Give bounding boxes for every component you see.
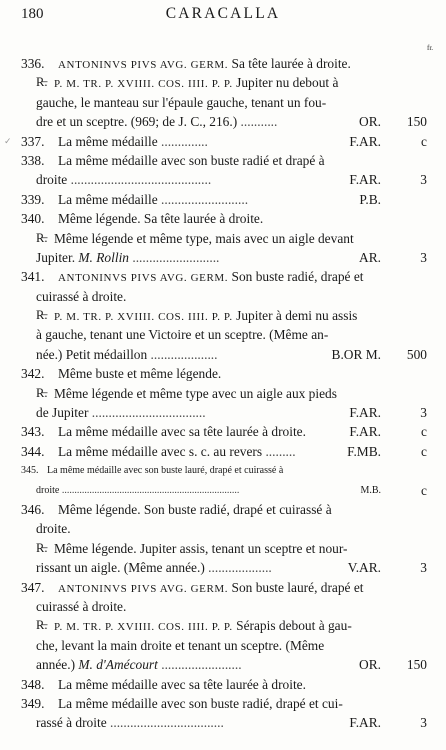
entry-text: dre et un sceptre. (969; de J. C., 216.) ........... [36,114,278,130]
catalogue-line [0,54,446,73]
entry-text: cuirassé à droite. [36,598,127,614]
price-value: 3 [420,715,427,731]
leader-dots: ........................ [161,657,242,673]
leader-dots: .................................. [110,715,224,731]
catalogue-line [0,209,446,228]
price-value: 3 [420,172,427,188]
entry-text: droite ....................................................................... [36,484,240,496]
price-value: c [421,424,427,440]
metal-rarity: F.AR. [349,715,381,731]
entry-number: 338. [21,152,45,168]
page-number: 180 [21,6,44,22]
catalogue-line [0,558,446,577]
entry-text: ANTONINVS PIVS AVG. GERM. Sa tête laurée à droite. [58,56,351,71]
leader-dots: .............. [161,133,208,149]
entry-number: 340. [21,211,45,227]
price-value: 3 [420,560,427,576]
entry-text: La même médaille avec sa tête laurée à droite. [58,676,306,692]
leader-dots: ................... [208,560,272,576]
entry-text: La même médaille avec s. c. au revers ......... [58,443,296,459]
entry-text: La même médaille .......................... [58,191,249,207]
catalogue-line [0,170,446,189]
catalogue-line [0,578,446,597]
entry-text: gauche, le manteau sur l'épaule gauche, tenant un fou- [36,94,327,110]
entry-text: droite. [36,521,71,537]
entry-text: née.) Petit médaillon .................... [36,346,218,362]
entry-text: La même médaille avec son buste radié, drapé et cui- [58,695,343,711]
catalogue-line [0,655,446,674]
catalogue-line [0,461,446,480]
reverse-mark: R̶. [36,618,48,633]
metal-rarity: F.AR. [349,172,381,188]
entry-number: 347. [21,579,45,595]
metal-rarity: F.AR. [349,405,381,421]
catalogue-line [0,713,446,732]
catalogue-line [0,287,446,306]
entry-text: Même buste et même légende. [58,366,222,382]
catalogue-line [0,93,446,112]
entry-number: 344. [21,443,45,459]
entry-text: rassé à droite .................................. [36,715,224,731]
price-value: 3 [420,405,427,421]
catalogue-entries [0,54,446,733]
price-value: c [421,133,427,149]
catalogue-line [0,229,446,248]
entry-number: 345. [21,465,39,477]
metal-rarity: AR. [359,249,381,265]
entry-number: 348. [21,676,45,692]
entry-text: à gauche, tenant une Victoire et un sceptre. (Même an- [36,327,329,343]
catalogue-line [0,73,446,92]
price-value: 3 [420,249,427,265]
catalogue-line [0,132,446,151]
entry-number: 336. [21,56,45,71]
leader-dots: .................................. [91,405,206,421]
catalogue-line [0,481,446,500]
entry-text: Même légende et même type, mais avec un aigle devant [54,230,354,246]
pencil-mark: ✓ [4,135,12,146]
catalogue-line [0,248,446,267]
price-value: c [421,482,427,498]
entry-text: La même médaille .............. [58,133,208,149]
catalogue-line [0,675,446,694]
catalogue-line [0,519,446,538]
price-value: c [421,443,427,459]
entry-text: ANTONINVS PIVS AVG. GERM. Son buste radié, drapé et [58,269,364,285]
catalogue-line [0,306,446,325]
catalogue-line [0,442,446,461]
entry-text: P. M. TR. P. XVIIII. COS. IIII. P. P. Jupiter à demi nu assis [54,308,358,324]
leader-dots: .......................................... [70,172,212,188]
catalogue-line [0,325,446,344]
reverse-mark: R̶. [36,308,48,323]
metal-rarity: B.OR M. [331,346,381,362]
leader-dots: ....................................................................... [61,484,240,496]
entry-text: Jupiter. M. Rollin .......................... [36,249,220,265]
metal-rarity: F.AR. [349,424,381,440]
entry-text: La même médaille avec son buste lauré, drapé et cuirassé à [47,465,284,477]
metal-rarity: F.MB. [347,443,381,459]
reverse-mark: R̶. [36,385,48,400]
entry-text: Même légende et même type avec un aigle aux pieds [54,385,337,401]
entry-text: droite .......................................... [36,172,212,188]
entry-number: 337. [21,133,45,149]
metal-rarity: OR. [359,114,381,130]
catalogue-line [0,422,446,441]
catalogue-line [0,694,446,713]
price-column-label: fr. [427,44,434,52]
catalogue-line [0,112,446,131]
entry-text: La même médaille avec sa tête laurée à droite. [58,424,306,440]
catalogue-line [0,384,446,403]
entry-text: de Jupiter .................................. [36,405,206,421]
catalogue-line [0,267,446,286]
metal-rarity: V.AR. [347,560,381,576]
price-value: 150 [406,657,427,673]
catalogue-line [0,345,446,364]
entry-text: La même médaille avec son buste radié et drapé à [58,152,325,168]
leader-dots: ......... [265,443,296,459]
catalogue-line [0,636,446,655]
catalogue-line [0,597,446,616]
metal-rarity: OR. [359,657,381,673]
entry-text: che, levant la main droite et tenant un sceptre. (Même [36,637,325,653]
entry-text: cuirassé à droite. [36,288,127,304]
catalogue-line [0,403,446,422]
leader-dots: .......................... [132,249,220,265]
running-title: CARACALLA [165,5,281,22]
entry-number: 346. [21,501,45,517]
entry-number: 339. [21,191,45,207]
entry-number: 341. [21,269,45,285]
entry-text: Même légende. Son buste radié, drapé et cuirassé à [58,501,332,517]
metal-rarity: P.B. [359,191,381,207]
entry-text: Même légende. Jupiter assis, tenant un sceptre et nour- [54,540,348,556]
leader-dots: .......................... [161,191,249,207]
metal-rarity: F.AR. [349,133,381,149]
entry-number: 349. [21,695,45,711]
entry-text: P. M. TR. P. XVIIII. COS. IIII. P. P. Sérapis debout à gau- [54,618,352,634]
leader-dots: ........... [240,114,278,130]
reverse-mark: R̶. [36,230,48,245]
catalogue-line [0,616,446,635]
entry-text: année.) M. d'Amécourt ........................ [36,657,242,673]
price-value: 150 [406,114,427,130]
catalogue-line [0,500,446,519]
entry-text: P. M. TR. P. XVIIII. COS. IIII. P. P. Jupiter nu debout à [54,75,339,91]
entry-number: 342. [21,366,45,382]
catalogue-line [0,364,446,383]
catalogue-line [0,151,446,170]
entry-number: 343. [21,424,45,440]
reverse-mark: R̶. [36,540,48,555]
catalogue-line [0,539,446,558]
price-value: 500 [406,346,427,362]
entry-text: Même légende. Sa tête laurée à droite. [58,211,264,227]
reverse-mark: R̶. [36,75,48,90]
entry-text: ANTONINVS PIVS AVG. GERM. Son buste lauré, drapé et [58,579,364,595]
catalogue-line [0,190,446,209]
metal-rarity: M.B. [360,484,381,496]
leader-dots: .................... [150,346,218,362]
entry-text: rissant un aigle. (Même année.) ................... [36,560,272,576]
